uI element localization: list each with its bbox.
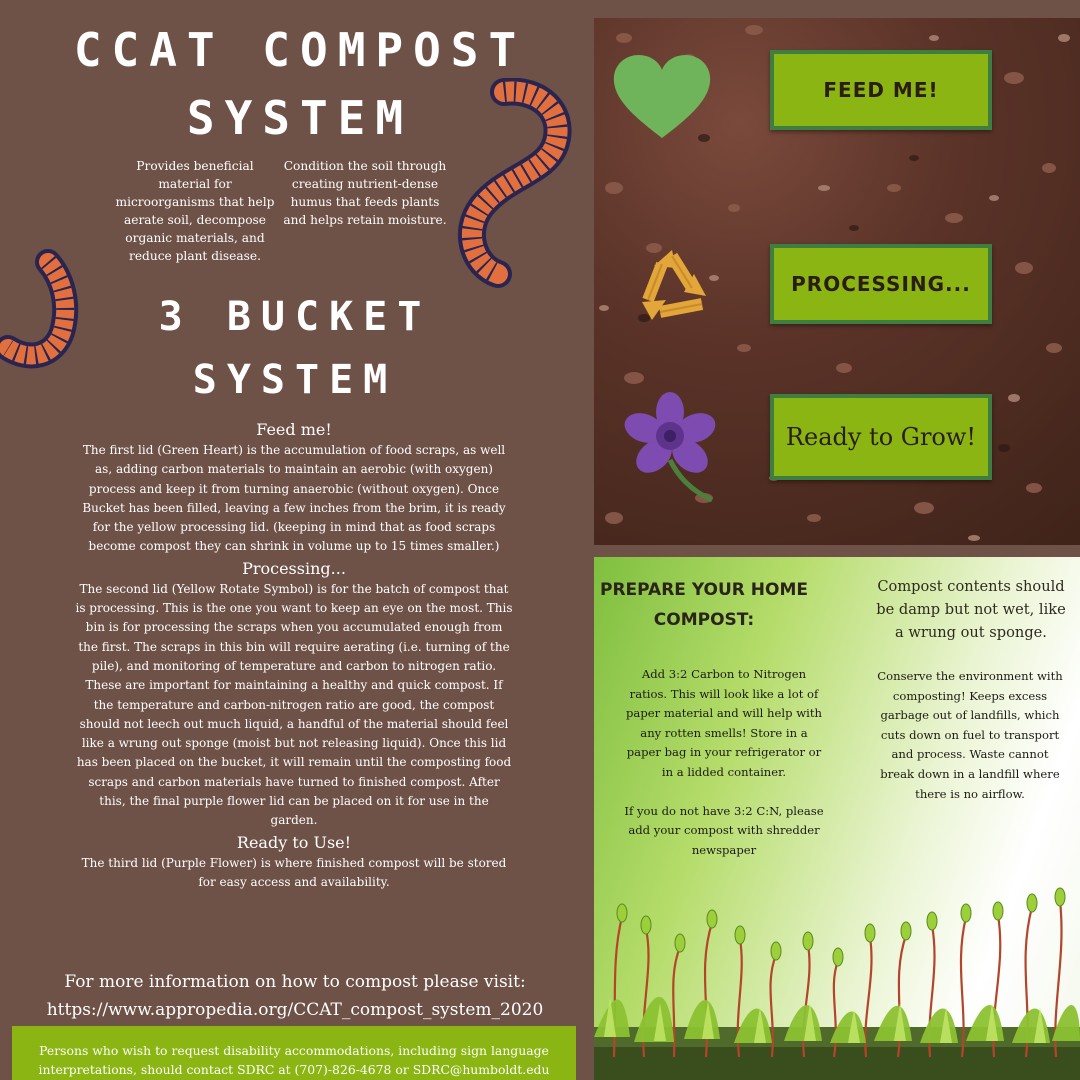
ready-text: The third lid (Purple Flower) is where finished compost will be stored for easy access and availability. — [81, 855, 507, 889]
home-compost-heading: PREPARE YOUR HOME COMPOST: — [599, 580, 809, 630]
purple-flower-icon — [620, 390, 740, 510]
more-info-link[interactable]: https://www.appropedia.org/CCAT_compost_system_2020 — [46, 1000, 544, 1020]
subtitle-line1: 3 BUCKET — [158, 294, 432, 340]
soil-panel — [594, 18, 1080, 545]
page-title-line1: CCAT COMPOST — [73, 23, 527, 77]
processing-heading: Processing... — [242, 558, 346, 578]
carbon-ratio-tip: Add 3:2 Carbon to Nitrogen ratios. This will look like a lot of paper material and will help with any rotten smells! Store in a paper bag in your refrigerator or in a lidded container. — [626, 667, 822, 779]
processing-text: The second lid (Yellow Rotate Symbol) is for the batch of compost that is processing. This is the one you want to keep an eye on the most. This bin is for processing the scraps when you accumulated enough from the first. The scraps in this bin will require aerating (i.e. turning of the pile), and monitoring of temperature and carbon to nitrogen ratio. These are important for maintaining a healthy and quick compost. If the temperature and carbon-nitrogen ratio are good, the compost should not leech out much liquid, a handful of the material should feel like a wrung out sponge (moist but not releasing liquid). Once this lid has been placed on the bucket, it will remain until the composting food scraps and carbon materials have turned to finished compost. After this, the final purple flower lid can be placed on it for use in the garden. — [75, 581, 513, 828]
conserve-text: Conserve the environment with composting! Keeps excess garbage out of landfills, which cuts down on fuel to transport and process. Waste cannot break down in a landfill where there is no airflow. — [877, 669, 1063, 801]
worm-icon-left — [0, 248, 92, 378]
footer-line2: interpretations, should contact SDRC at (707)-826-4678 or SDRC@humboldt.edu — [38, 1061, 550, 1077]
feed-me-lid-label — [770, 50, 992, 130]
ready-lid-label — [770, 394, 992, 480]
page-title-line2: SYSTEM — [186, 91, 414, 145]
feed-heading: Feed me! — [256, 420, 332, 439]
intro-conditioning: Condition the soil through creating nutrient-dense humus that feeds plants and helps retain moisture. — [283, 159, 447, 227]
intro-benefits: Provides beneficial material for microorganisms that help aerate soil, decompose organic materials, and reduce plant disease. — [115, 159, 275, 263]
green-heart-icon — [610, 52, 714, 142]
feed-me-label: FEED ME! — [823, 78, 939, 102]
subtitle-line2: SYSTEM — [192, 357, 398, 403]
moisture-tip: Compost contents should be damp but not wet, like a wrung out sponge. — [876, 578, 1066, 641]
feed-text: The first lid (Green Heart) is the accumulation of food scraps, as well as, adding carbon materials to maintain an aerobic (with oxygen) process and keep it from turning anaerobic (without oxygen). Once Bucket has been filled, leaving a few inches from the brim, it is ready for the yellow processing lid. (keeping in mind that as food scraps become compost they can shrink in volume up to 15 times smaller.) — [82, 443, 506, 554]
recycle-icon — [632, 246, 718, 332]
processing-lid-label — [770, 244, 992, 324]
more-info-label: For more information on how to compost please visit: — [64, 972, 526, 992]
newspaper-tip: If you do not have 3:2 C:N, please add your compost with shredder newspaper — [624, 803, 824, 857]
worm-icon-right — [440, 78, 580, 288]
footer-line1: Persons who wish to request disability accommodations, including sign language — [39, 1043, 549, 1058]
accessibility-footer — [12, 1026, 576, 1080]
ready-heading: Ready to Use! — [236, 832, 352, 852]
more-info — [20, 968, 570, 1024]
processing-label: PROCESSING... — [791, 272, 971, 296]
bucket-instructions — [74, 418, 514, 892]
ready-label: Ready to Grow! — [785, 423, 977, 451]
home-compost-tips — [624, 665, 824, 860]
home-compost-panel — [594, 557, 1080, 1080]
